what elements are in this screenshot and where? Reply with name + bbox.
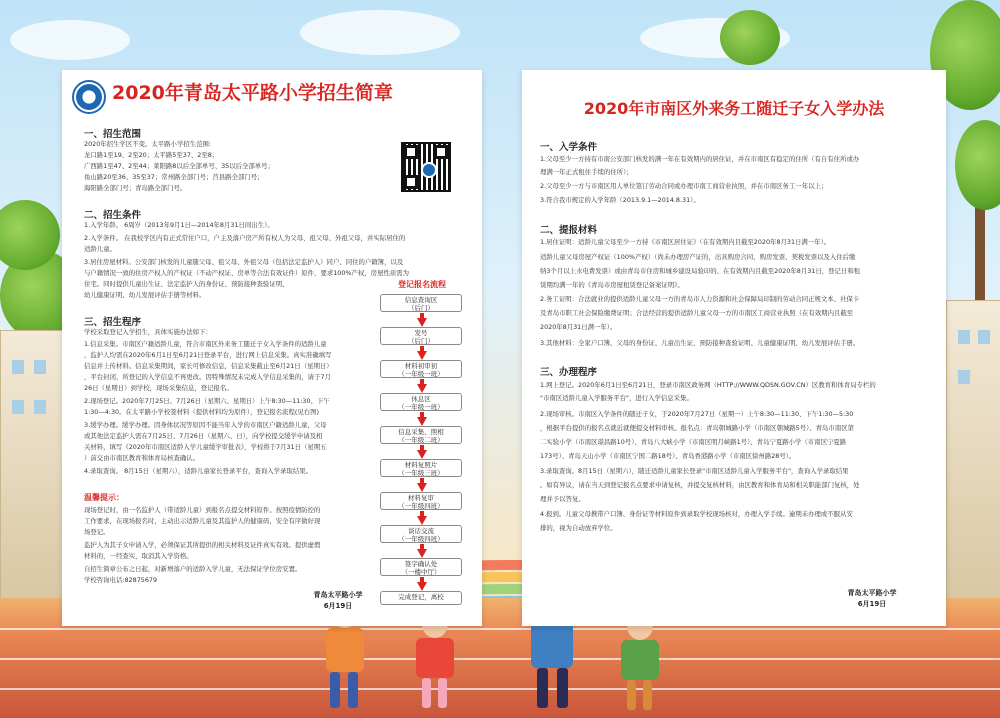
text-line: 173号）、青岛天山小学（市南区宁国二路18号）、青岛香港路小学（市南区徐州路28号）。 [540,452,796,460]
text-line: 工作要求，在现场报名时，主动出示适龄儿童及其监护人的健康码，安全有序做好现 [84,517,321,525]
building [0,330,64,602]
text-line: 2020年8月31日满一年）。 [540,323,617,331]
school-logo-icon [72,80,106,114]
text-line: 4.报到。儿童父母携带户口簿、身份证等材料原件到录取学校现场核对，办理入学手续。逾期未办理或不服从安 [540,510,853,518]
text-line: 龙口路1至19、2至20；太平路5至37、2至8； [84,151,219,159]
lane-line [0,658,1000,660]
text-line: 3.缓学办理。缓学办理。因身体状况等原因不能当年入学的市南区户籍适龄儿童，父母 [84,421,327,429]
text-line: 2.现场登记。2020年7月25日、7月26日（星期六、星期日）上午8:30—11:30、下午 [84,397,330,405]
text-line: 关材料，填写《2020年市南区适龄入学儿童缓学审批表》，学校将于7月31日（星期五 [84,443,327,451]
text-line: 3.录取查询。8月15日（星期六），随迁适龄儿童家长登录"市南区适龄儿童入学服务平台"，查询入学录取结果 [540,467,849,475]
text-line: 1.父母至少一方持有市南公安部门核发的满一年在有效期内的居住证，并在市南区有稳定的住所（有自有住所或办 [540,155,860,163]
cloud [300,10,460,55]
text-line: 1:30—4:30。在太平路小学校签材料（提供材料均为原件），登记报名流程(见右图) [84,408,319,416]
signature-date: 6月19日 [323,602,353,610]
cloud [10,20,130,60]
flow-step: 签字确认处 （一楼中厅） [380,558,462,576]
text-line: 现场登记时，由一名监护人（带适龄儿童）到报名点提交材料原件。按照疫情防控的 [84,506,321,514]
text-line: 1.网上登记。2020年6月1日至6月21日，登录市南区政务网（HTTP://WWW.QDSN.GOV.CN）区教育和体育局专栏的 [540,381,876,389]
signature-name: 青岛太平路小学 [847,589,897,597]
window [12,360,24,374]
text-line: ）前交由市南区教育和体育局核查确认。 [84,454,200,462]
text-line: 鱼山路20至36、35至37；常州路全部门号；莒县路全部门号； [84,173,264,181]
text-line: 自招生简章公布之日起，对新增落户的适龄入学儿童，无法保证学位房安置。 [84,565,302,573]
window [978,330,990,344]
flow-step: 发号 （后门） [380,327,462,345]
text-line: 材料的，一经查实，取消其入学资格。 [84,552,193,560]
text-line: 4.录取查询。 8月15日（星期六），适龄儿童家长登录平台，查询入学录取结果。 [84,467,313,475]
text-line: 1.信息采集。市南区户籍适龄儿童，符合市南区外来务工随迁子女入学条件的适龄儿童 [84,340,327,348]
lane-line [0,628,1000,630]
text-line: 及青岛市职工社会保险缴费证明；合法经营的提供适龄儿童父母一方的市南区工商营业执照（在有效期内且截至 [540,309,854,317]
text-line: 适龄儿童。 [84,245,116,253]
text-line: 学校咨询电话:82875679 [84,576,158,584]
flow-step: 谈话交流 （一年级四班） [380,525,462,543]
flow-step: 信息查询区 （后门） [380,294,462,312]
text-line: 1.入学年龄。 6周岁（2013年9月1日—2014年8月31日间出生）。 [84,221,274,229]
window [958,370,970,384]
text-line: 幼儿健康证明、幼儿发展评估手册等材料。 [84,291,206,299]
text-line: 3.居住房屋材料。公安部门核发的儿童随父母、祖父母、外祖父母（包括法定监护人）同户、同住的户籍簿，以及 [84,258,404,266]
text-line: 学校采取登记入学招生，具体实施办法如下： [84,328,212,336]
text-line: ，根据平台提供的报名点就近就便提交材料审核。报名点：青岛朝城路小学（市南区朝城路5号）、青岛市南区第 [540,424,855,432]
warm-tips-heading: 温馨提示： [84,493,124,502]
flow-step: 材料复照片 （一年级三班） [380,459,462,477]
flow-step: 完成登记，离校 [380,591,462,605]
text-line: 二实验小学（市南区璟昌路10号）、青岛八大峡小学（市南区明月峡路1号）、青岛宁夏路小学（市南区宁夏路 [540,438,847,446]
text-line: 理并予以答复。 [540,495,585,503]
window [958,330,970,344]
text-line: 海阳路全部门号；青岛路全部门号。 [84,184,187,192]
text-line: ，监护人均需在2020年6月1日至6月21日登录平台，进行网上信息采集。真实准确填写 [84,351,332,359]
text-line: 监护人为其子女申请入学，必须保证其所提供的相关材料及证件真实有效。提供虚假 [84,541,321,549]
flow-step: 材料复审 （一年级四班） [380,492,462,510]
text-line: 纳3个月以上水电费发票）或由青岛市住房和城乡建设局验印的、在有效期内且截至2020年8月31日，登记日和租 [540,267,861,275]
window [12,400,24,414]
text-line: 3.其他材料：全家户口簿、父母的身份证、儿童出生证、预防接种查验证明、儿童健康证明、幼儿发展评估手册。 [540,339,860,347]
right-title: 2020年市南区外来务工随迁子女入学办法 [583,99,885,118]
text-line: 信息并上传材料。信息采集期间，家长可修改信息，信息采集截止至6月21日（星期日） [84,362,333,370]
tree [955,120,1000,210]
text-line: 理满一年正式租住手续的住所）； [540,168,633,176]
text-line: 与户籍情况一致的住房产权人的产权证（不动产权证、房单等合法有效证件）原件，要求100%产权，房屋性质需为 [84,269,410,277]
text-line: 2020年招生学区不变。太平路小学招生范围: [84,140,212,148]
text-line: "市南区适龄儿童入学服务平台"，进行入学信息采集。 [540,394,693,402]
flow-step: 信息采集、照相 （一年级二班） [380,426,462,444]
child-figure [615,612,665,712]
text-line: 2.入学条件。 在我校学区内有正式常住户口，户主及落户房产所有权人为父母、祖父母、外祖父母，并实际居住的 [84,234,406,242]
text-line: 场登记。 [84,528,110,536]
text-line: 26日（星期日）到学校，现场采集信息，登记报名。 [84,384,233,392]
section-heading: 三、招生程序 [84,317,142,328]
window [34,360,46,374]
text-line: 赁期均满一年的《青岛市房屋租赁登记备案证明》。 [540,281,684,289]
text-line: 1.居住证明：适龄儿童父母至少一方持《市南区居住证》（在有效期内且截至2020年8月31日满一年）。 [540,238,831,246]
flow-step: 材料初审初 （一年级一班） [380,360,462,378]
signature-date: 6月19日 [857,600,887,608]
building [946,300,1000,602]
text-line: 或其他法定监护人需在7月25日、7月26日（星期六、日），向学校提交缓学申请及相 [84,432,323,440]
tree [720,10,780,65]
left-title: 2020年青岛太平路小学招生简章 [112,82,393,104]
text-line: 排的，视为自动放弃学位。 [540,524,617,532]
section-heading: 一、招生范围 [84,129,142,140]
text-line: ，平台封闭，所登记的入学信息不再更改。因特殊情况未完成入学信息采集的，请于7月 [84,373,331,381]
text-line: 住宅。同时提供儿童出生证、法定监护人的身份证、预防接种查验证明、 [84,280,289,288]
lane-line [0,688,1000,690]
section-heading: 二、提报材料 [540,225,598,236]
text-line: 适龄儿童父母房屋产权证（100%产权）（尚未办理房产证的，出具购房合同、购房发票、契税发票以及入住后缴 [540,253,856,261]
section-heading: 二、招生条件 [84,210,142,221]
text-line: 3.符合我市规定的入学年龄（2013.9.1—2014.8.31）。 [540,196,700,204]
window [34,400,46,414]
signature-name: 青岛太平路小学 [313,591,363,599]
section-heading: 三、办理程序 [540,367,598,378]
text-line: 广西路1至47、2至44；莱阳路8以后全部单号、35以后全部单号； [84,162,274,170]
section-heading: 一、入学条件 [540,142,598,153]
text-line: 2.父母至少一方与市南区用人单位签订劳动合同或办理市南工商营业执照，并在市南区务工一年以上； [540,182,828,190]
text-line: 2.现场审核。市南区入学条件的随迁子女，于2020年7月27日（星期一）上午8:30—11:30、下午1:30—5:30 [540,410,854,418]
text-line: 2.务工证明：合法就业的提供适龄儿童父母一方的青岛市人力资源和社会保障局印制的劳动合同正规文本、社保卡 [540,295,860,303]
text-line: 。如有异议，请在当天到登记报名点要求申请复核，并提交复核材料，由区教育和体育局和相关职能部门复核，处 [540,481,860,489]
flow-title: 登记报名流程 [398,280,446,289]
flow-step: 休息区 （一年级一班） [380,393,462,411]
qr-code-icon[interactable] [401,142,451,192]
